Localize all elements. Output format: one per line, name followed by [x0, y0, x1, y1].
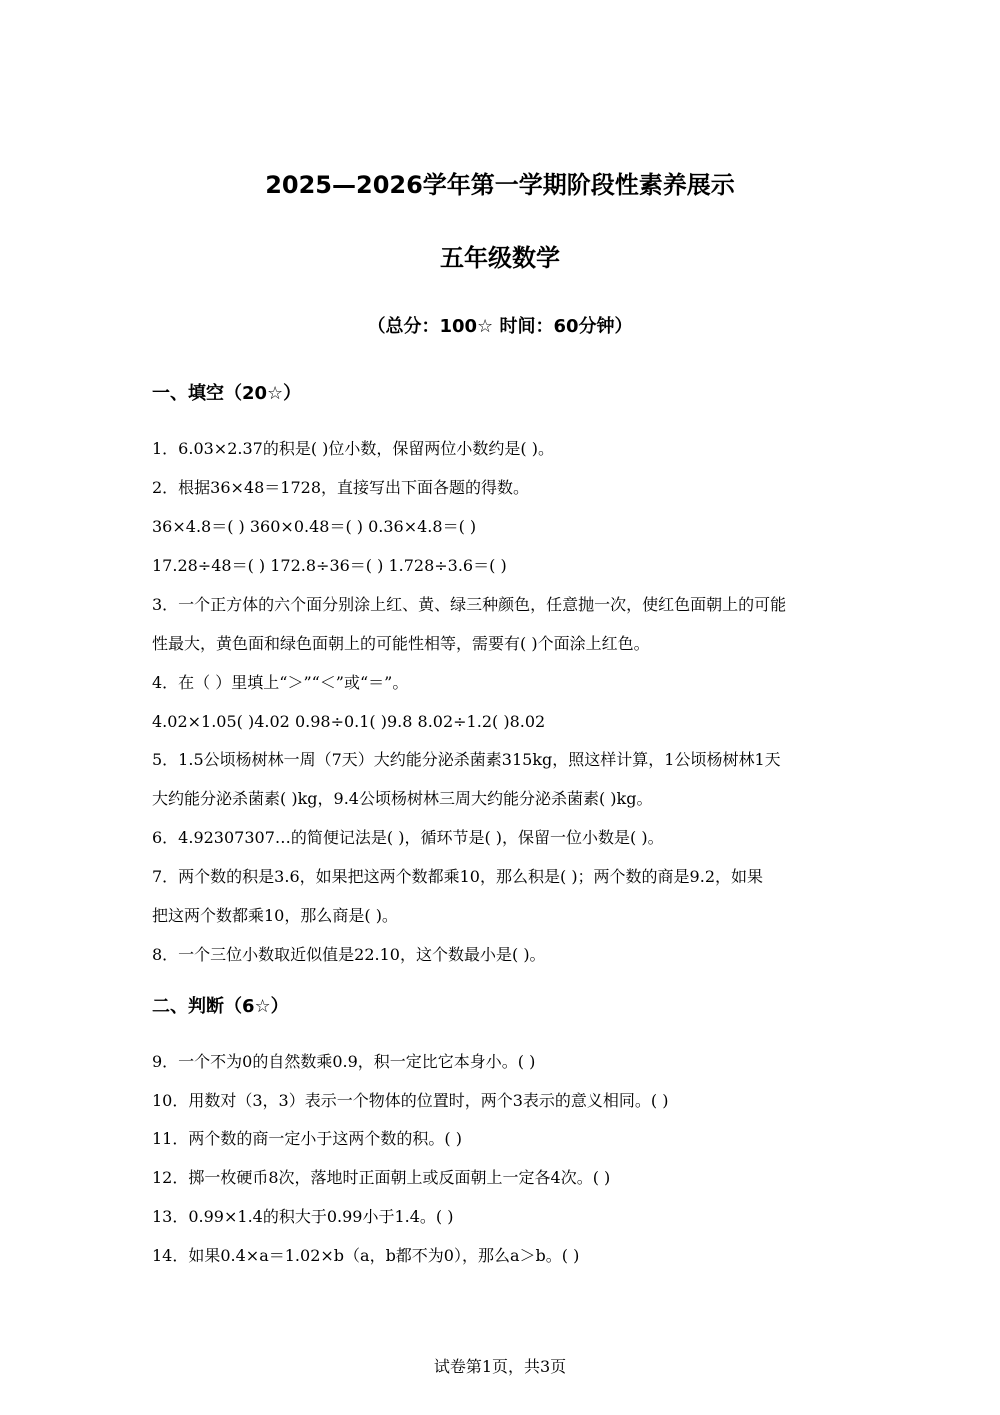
question-line: 6．4.92307307…的简便记法是( )，循环节是( )，保留一位小数是( )。: [152, 828, 664, 847]
question-line: 9．一个不为0的自然数乘0.9，积一定比它本身小。( ): [152, 1052, 536, 1071]
question-line: 36×4.8＝( ) 360×0.48＝( ) 0.36×4.8＝( ): [152, 517, 477, 536]
section-heading-fill: 一、填空（20☆）: [152, 383, 302, 404]
question-line: 12．掷一枚硬币8次，落地时正面朝上或反面朝上一定各4次。( ): [152, 1168, 611, 1187]
section-heading-judge: 二、判断（6☆）: [152, 996, 289, 1017]
question-line: 13．0.99×1.4的积大于0.99小于1.4。( ): [152, 1207, 454, 1226]
question-line: 14．如果0.4×a＝1.02×b（a，b都不为0），那么a＞b。( ): [152, 1246, 580, 1265]
exam-title: 2025—2026学年第一学期阶段性素养展示: [265, 171, 735, 199]
exam-subject: 五年级数学: [440, 244, 560, 272]
question-line: 1．6.03×2.37的积是( )位小数，保留两位小数约是( )。: [152, 439, 554, 458]
question-line: 4.02×1.05( )4.02 0.98÷0.1( )9.8 8.02÷1.2( )8.02: [152, 712, 546, 731]
question-line: 10．用数对（3，3）表示一个物体的位置时，两个3表示的意义相同。( ): [152, 1091, 669, 1110]
exam-score-time: （总分：100☆ 时间：60分钟）: [367, 316, 633, 337]
question-line: 8．一个三位小数取近似值是22.10，这个数最小是( )。: [152, 945, 546, 964]
question-line: 大约能分泌杀菌素( )kg，9.4公顷杨树林三周大约能分泌杀菌素( )kg。: [152, 789, 653, 808]
question-line: 17.28÷48＝( ) 172.8÷36＝( ) 1.728÷3.6＝( ): [152, 556, 507, 575]
question-line: 5．1.5公顷杨树林一周（7天）大约能分泌杀菌素315kg，照这样计算，1公顷杨树林1天: [152, 750, 781, 769]
question-line: 2．根据36×48＝1728，直接写出下面各题的得数。: [152, 478, 530, 497]
page-footer: 试卷第1页，共3页: [433, 1357, 567, 1376]
question-line: 3．一个正方体的六个面分别涂上红、黄、绿三种颜色，任意抛一次，使红色面朝上的可能: [152, 595, 787, 614]
question-line: 把这两个数都乘10，那么商是( )。: [152, 906, 398, 925]
question-line: 性最大，黄色面和绿色面朝上的可能性相等，需要有( )个面涂上红色。: [152, 634, 650, 653]
question-line: 4．在（ ）里填上“＞”“＜”或“＝”。: [152, 673, 409, 692]
question-line: 7．两个数的积是3.6，如果把这两个数都乘10，那么积是( )；两个数的商是9.2，如果: [152, 867, 764, 886]
question-line: 11．两个数的商一定小于这两个数的积。( ): [152, 1129, 462, 1148]
